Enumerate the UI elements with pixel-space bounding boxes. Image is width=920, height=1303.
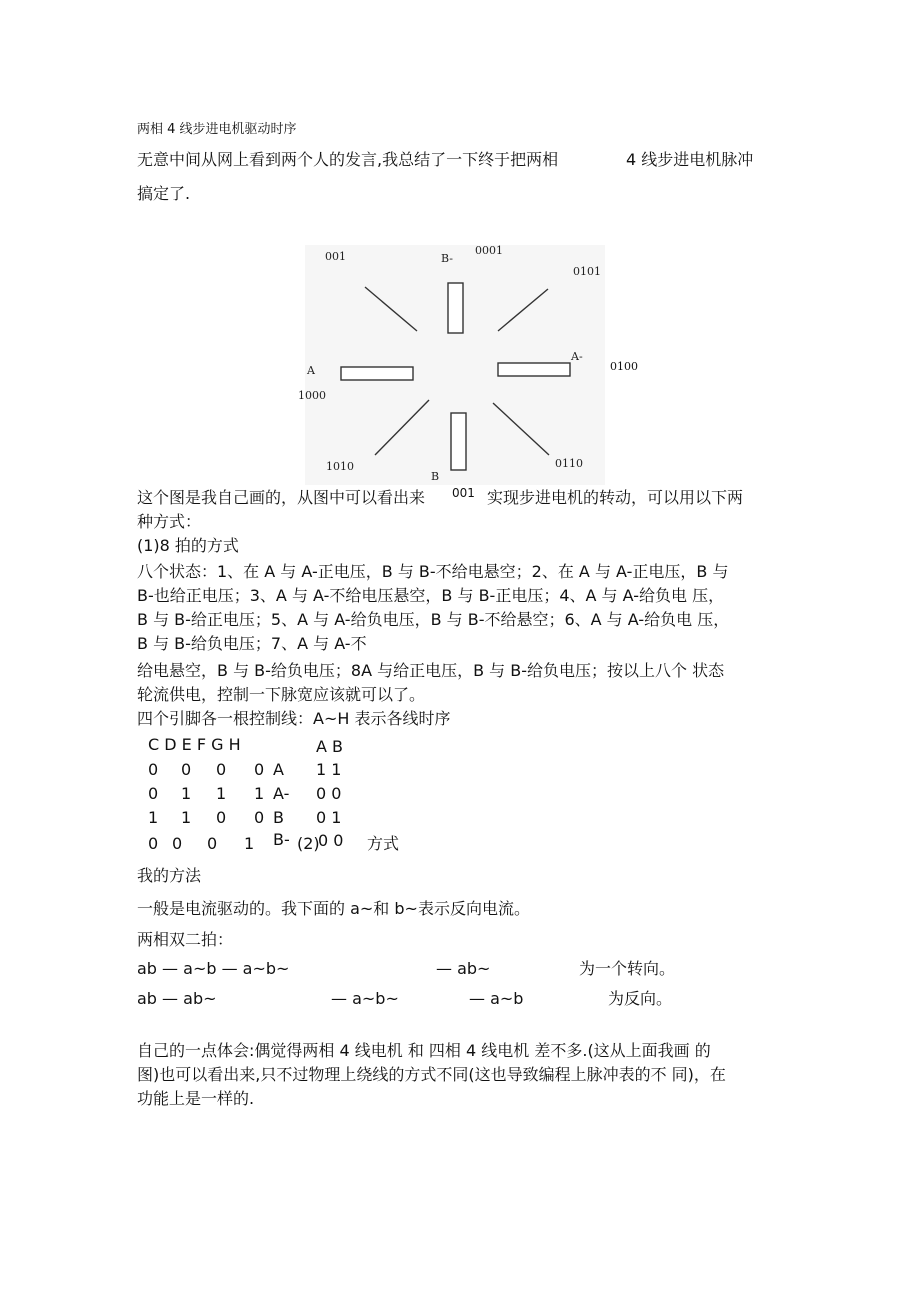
label-bottom-left: 1010: [326, 460, 354, 473]
ab-value: 0 0: [316, 784, 342, 803]
sequence-reverse-end: — a~b: [469, 989, 524, 1008]
conclusion-line-2: 图)也可以看出来,只不过物理上绕线的方式不同(这也导致编程上脉冲表的不 同)，在: [137, 1065, 726, 1084]
state-line-4: B 与 B-给负电压；7、A 与 A-不: [137, 634, 367, 653]
sequence-forward-end: — ab~: [436, 959, 491, 978]
state-line-3: B 与 B-给正电压；5、A 与 A-给负电压，B 与 B-不给悬空；6、A 与 A-给负电 压，: [137, 610, 730, 629]
label-top-mid: 0001: [475, 244, 503, 257]
ab-value: 1 1: [316, 760, 342, 779]
table-header-left: C D E F G H: [148, 735, 241, 754]
label-left: 1000: [298, 389, 326, 402]
cell: 0: [148, 784, 159, 803]
pole-right: [498, 363, 570, 376]
method-1-heading: (1)8 拍的方式: [137, 536, 239, 555]
label-top-right: 0101: [573, 265, 601, 278]
sequence-reverse-start: ab — ab~: [137, 989, 217, 1008]
sequence-reverse-mid: — a~b~: [331, 989, 399, 1008]
cell: 1: [181, 784, 192, 803]
label-b-minus: B-: [441, 252, 454, 265]
cell: 0: [207, 834, 218, 853]
pole-bottom: [451, 413, 466, 470]
cell: 1: [254, 784, 265, 803]
intro-line-2: 搞定了.: [137, 184, 191, 203]
ab-value: 0 1: [316, 808, 342, 827]
cell: 0: [148, 760, 159, 779]
para-line-1a: 这个图是我自己画的，从图中可以看出来: [137, 488, 426, 507]
pole-top: [448, 283, 463, 333]
label-top-left: 001: [325, 250, 346, 263]
label-bottom-mid: 001: [452, 486, 475, 500]
para-line-2: 种方式：: [137, 512, 202, 531]
row-label: A-: [273, 784, 290, 803]
cell: 1: [148, 808, 159, 827]
row-label: B: [273, 808, 284, 827]
sequence-forward-start: ab — a~b — a~b~: [137, 959, 290, 978]
state-line-2: B-也给正电压；3、A 与 A-不给电压悬空，B 与 B-正电压；4、A 与 A-给负电 压，: [137, 586, 725, 605]
my-method-heading: 我的方法: [137, 866, 202, 885]
cell: 0: [216, 760, 227, 779]
label-a-minus: A-: [571, 350, 583, 363]
label-a: A: [307, 364, 315, 377]
cell: 0: [181, 760, 192, 779]
label-b: B: [431, 470, 440, 483]
cell: 0: [148, 834, 159, 853]
label-right: 0100: [610, 360, 638, 373]
stepper-diagram: [298, 244, 605, 485]
cell: 1: [216, 784, 227, 803]
cell: 0: [216, 808, 227, 827]
diag-top-left: [365, 287, 417, 331]
table-header-right: A B: [316, 737, 344, 756]
para-line-1b: 实现步进电机的转动，可以用以下两: [487, 488, 744, 507]
pins-line: 四个引脚各一根控制线：A~H 表示各线时序: [137, 709, 451, 728]
row-label: A: [273, 760, 284, 779]
sequence-forward-note: 为一个转向。: [579, 959, 676, 978]
diag-bottom-right: [493, 403, 549, 455]
state-line-6: 轮流供电，控制一下脉宽应该就可以了。: [137, 685, 426, 704]
cell: 1: [244, 834, 255, 853]
two-phase-heading: 两相双二拍：: [137, 930, 234, 949]
diag-top-right: [498, 289, 548, 331]
label-bottom-right: 0110: [555, 457, 583, 470]
intro-line-1a: 无意中间从网上看到两个人的发言,我总结了一下终于把两相: [137, 150, 559, 169]
cell: 0: [254, 760, 265, 779]
pole-left: [341, 367, 413, 380]
cell: 1: [181, 808, 192, 827]
conclusion-line-3: 功能上是一样的.: [137, 1089, 255, 1108]
my-method-desc: 一般是电流驱动的。我下面的 a~和 b~表示反向电流。: [137, 899, 530, 918]
row-label: B-: [273, 830, 290, 849]
method-2-suffix: 方式: [367, 834, 400, 853]
ab-value: 0 0: [318, 831, 344, 850]
state-line-1: 八个状态：1、在 A 与 A-正电压，B 与 B-不给电悬空；2、在 A 与 A-正电压，B 与: [137, 562, 729, 581]
page-title: 两相 4 线步进电机驱动时序: [137, 122, 297, 137]
method-2-marker: (2): [297, 834, 320, 853]
cell: 0: [254, 808, 265, 827]
cell: 0: [172, 834, 183, 853]
intro-line-1b: 4 线步进电机脉冲: [626, 150, 754, 169]
sequence-reverse-note: 为反向。: [608, 989, 673, 1008]
state-line-5: 给电悬空，B 与 B-给负电压；8A 与给正电压，B 与 B-给负电压；按以上八个 状态: [137, 661, 725, 680]
conclusion-line-1: 自己的一点体会:偶觉得两相 4 线电机 和 四相 4 线电机 差不多.(这从上面我画 的: [137, 1041, 711, 1060]
diag-bottom-left: [375, 400, 429, 455]
